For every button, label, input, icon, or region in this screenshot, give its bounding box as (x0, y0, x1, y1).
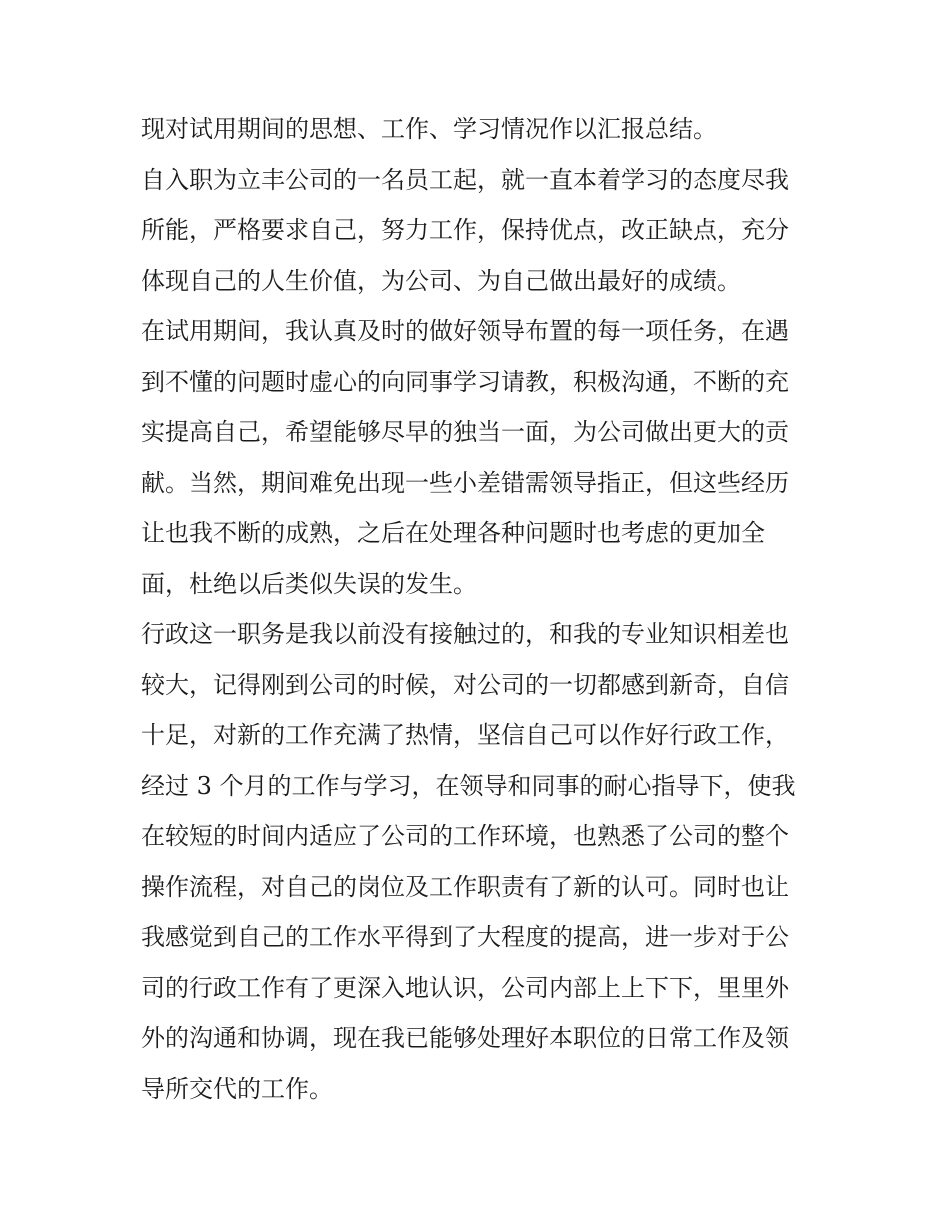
text-line: 外的沟通和协调，现在我已能够处理好本职位的日常工作及领 (141, 1024, 789, 1052)
text-line: 让也我不断的成熟，之后在处理各种问题时也考虑的更加全 (141, 519, 765, 547)
text-line: 在较短的时间内适应了公司的工作环境，也熟悉了公司的整个 (141, 822, 789, 850)
text-line: 自入职为立丰公司的一名员工起，就一直本着学习的态度尽我 (141, 165, 789, 194)
text-line: 我感觉到自己的工作水平得到了大程度的提高，进一步对于公 (141, 923, 789, 951)
text-line: 在试用期间，我认真及时的做好领导布置的每一项任务，在遇 (141, 317, 789, 345)
text-line: 较大，记得刚到公司的时候，对公司的一切都感到新奇，自信 (141, 670, 789, 699)
text-line: 体现自己的人生价值，为公司、为自己做出最好的成绩。 (141, 266, 741, 295)
text-line: 面，杜绝以后类似失误的发生。 (141, 569, 477, 598)
text-line: 实提高自己，希望能够尽早的独当一面，为公司做出更大的贡 (141, 418, 789, 446)
text-line: 操作流程，对自己的岗位及工作职责有了新的认可。同时也让 (141, 872, 789, 901)
text-line: 献。当然，期间难免出现一些小差错需领导指正，但这些经历 (141, 468, 789, 497)
text-line: 行政这一职务是我以前没有接触过的，和我的专业知识相差也 (141, 620, 789, 648)
text-line: 导所交代的工作。 (141, 1074, 333, 1103)
text-line: 经过 3 个月的工作与学习，在领导和同事的耐心指导下，使我 (141, 771, 796, 800)
text-line: 到不懂的问题时虚心的向同事学习请教，积极沟通，不断的充 (141, 367, 789, 396)
text-line: 司的行政工作有了更深入地认识，公司内部上上下下，里里外 (141, 973, 789, 1002)
text-line: 所能，严格要求自己，努力工作，保持优点，改正缺点，充分 (141, 216, 789, 244)
document-body (141, 104, 813, 1114)
text-line: 现对试用期间的思想、工作、学习情况作以汇报总结。 (141, 115, 717, 143)
text-line: 十足，对新的工作充满了热情，坚信自己可以作好行政工作， (141, 721, 789, 749)
